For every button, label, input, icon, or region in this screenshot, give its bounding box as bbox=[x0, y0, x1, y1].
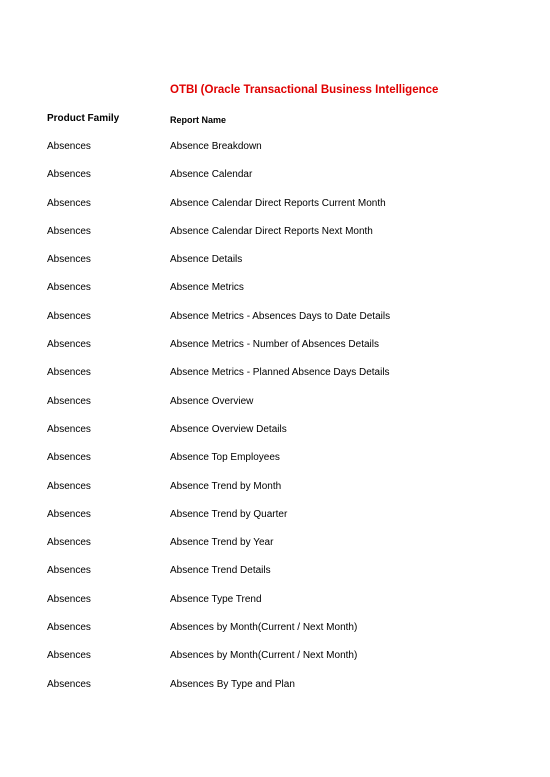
product-family-cell: Absences bbox=[47, 622, 91, 634]
header-product-family: Product Family bbox=[47, 113, 120, 124]
table-row bbox=[0, 364, 550, 392]
table-row bbox=[0, 393, 550, 421]
product-family-cell: Absences bbox=[47, 678, 91, 690]
product-family-cell: Absences bbox=[47, 169, 91, 181]
title-container bbox=[170, 80, 439, 100]
product-family-cell: Absences bbox=[47, 565, 91, 577]
table-row bbox=[0, 647, 550, 675]
report-name-cell: Absence Trend by Quarter bbox=[170, 508, 288, 520]
report-name-cell: Absence Metrics - Number of Absences Details bbox=[170, 339, 379, 351]
report-name-cell: Absence Breakdown bbox=[170, 141, 262, 152]
report-name-cell: Absence Metrics - Planned Absence Days Details bbox=[170, 367, 390, 379]
table-row bbox=[0, 308, 550, 336]
report-name-cell: Absence Trend by Month bbox=[170, 480, 282, 492]
report-name-cell: Absences by Month(Current / Next Month) bbox=[170, 622, 358, 634]
table-row bbox=[0, 166, 550, 194]
report-name-cell: Absence Details bbox=[170, 254, 243, 266]
report-name-cell: Absence Trend by Year bbox=[170, 537, 274, 549]
product-family-cell: Absences bbox=[47, 452, 91, 464]
product-family-cell: Absences bbox=[47, 593, 91, 605]
report-name-cell: Absence Metrics bbox=[170, 282, 244, 294]
product-family-cell: Absences bbox=[47, 650, 91, 662]
product-family-cell: Absences bbox=[47, 225, 91, 237]
table-row bbox=[0, 223, 550, 251]
document-title: OTBI (Oracle Transactional Business Intelligence bbox=[170, 84, 439, 96]
table-row bbox=[0, 251, 550, 279]
product-family-cell: Absences bbox=[47, 310, 91, 322]
product-family-cell: Absences bbox=[47, 197, 91, 209]
header-report-name: Report Name bbox=[170, 115, 227, 125]
report-name-cell: Absence Overview Details bbox=[170, 423, 287, 435]
table-row bbox=[0, 534, 550, 562]
product-family-cell: Absences bbox=[47, 395, 91, 407]
product-family-cell: Absences bbox=[47, 508, 91, 520]
product-family-cell: Absences bbox=[47, 480, 91, 492]
table-row bbox=[0, 478, 550, 506]
report-name-cell: Absence Calendar Direct Reports Current Month bbox=[170, 197, 386, 209]
report-name-cell: Absence Trend Details bbox=[170, 565, 271, 577]
table-row bbox=[0, 336, 550, 364]
table-row bbox=[0, 619, 550, 647]
table-row bbox=[0, 676, 550, 704]
report-name-cell: Absence Metrics - Absences Days to Date Details bbox=[170, 310, 391, 322]
product-family-cell: Absences bbox=[47, 339, 91, 351]
table-row bbox=[0, 138, 550, 166]
report-name-cell: Absence Top Employees bbox=[170, 452, 280, 464]
report-name-cell: Absence Calendar bbox=[170, 169, 253, 181]
table-row bbox=[0, 449, 550, 477]
table-row bbox=[0, 591, 550, 619]
table-row bbox=[0, 279, 550, 307]
report-name-cell: Absence Calendar Direct Reports Next Month bbox=[170, 225, 373, 237]
report-name-cell: Absences By Type and Plan bbox=[170, 678, 295, 690]
table-row bbox=[0, 421, 550, 449]
report-name-cell: Absence Type Trend bbox=[170, 593, 262, 605]
product-family-cell: Absences bbox=[47, 254, 91, 266]
product-family-cell: Absences bbox=[47, 282, 91, 294]
table-row bbox=[0, 506, 550, 534]
report-table-body bbox=[0, 138, 550, 704]
table-header-row bbox=[0, 110, 550, 128]
product-family-cell: Absences bbox=[47, 141, 91, 152]
report-name-cell: Absence Overview bbox=[170, 395, 254, 407]
product-family-cell: Absences bbox=[47, 423, 91, 435]
table-row bbox=[0, 562, 550, 590]
product-family-cell: Absences bbox=[47, 367, 91, 379]
report-name-cell: Absences by Month(Current / Next Month) bbox=[170, 650, 358, 662]
table-row bbox=[0, 195, 550, 223]
product-family-cell: Absences bbox=[47, 537, 91, 549]
